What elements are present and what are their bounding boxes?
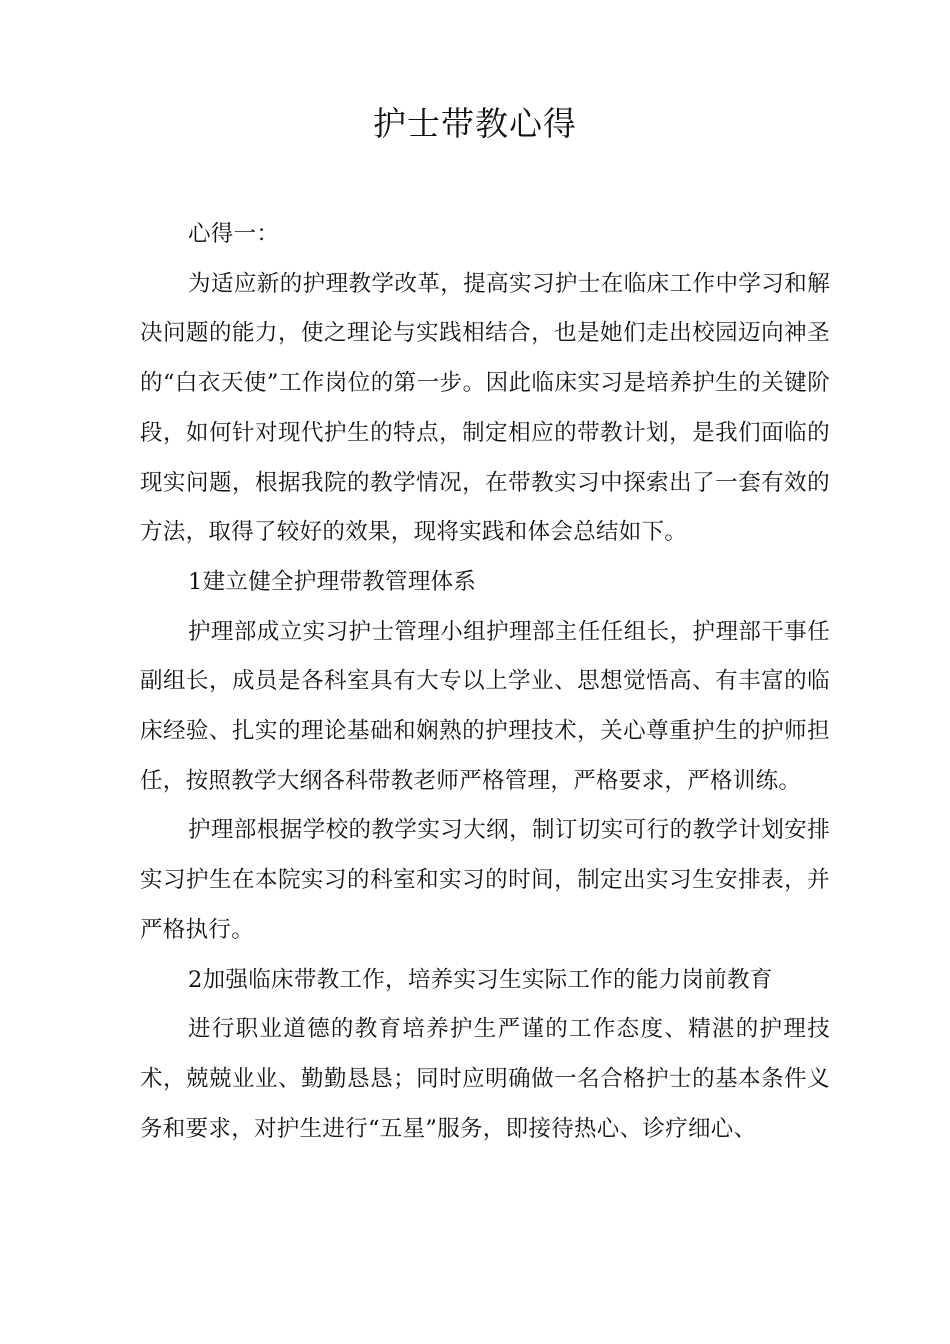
paragraph: 进行职业道德的教育培养护生严谨的工作态度、精湛的护理技术，兢兢业业、勤勤恳恳；同时应明确做一名合格护士的基本条件义务和要求，对护生进行“五星”服务，即接待热心、诊疗细心、 [140, 1016, 830, 1142]
document-title: 护士带教心得 [373, 104, 577, 143]
document-body [140, 210, 830, 1154]
section-heading: 1建立健全护理带教管理体系 [188, 568, 477, 595]
section-heading: 2加强临床带教工作，培养实习生实际工作的能力岗前教育 [188, 966, 773, 993]
paragraph: 为适应新的护理教学改革，提高实习护士在临床工作中学习和解决问题的能力，使之理论与实践相结合，也是她们走出校园迈向神圣的“白衣天使”工作岗位的第一步。因此临床实习是培养护生的关键阶段，如何针对现代护生的特点，制定相应的带教计划，是我们面临的现实问题，根据我院的教学情况，在带教实习中探索出了一套有效的方法，取得了较好的效果，现将实践和体会总结如下。 [140, 270, 830, 546]
paragraph: 护理部根据学校的教学实习大纲，制订切实可行的教学计划安排实习护生在本院实习的科室和实习的时间，制定出实习生安排表，并严格执行。 [140, 817, 830, 943]
paragraph-heading-1: 心得一： [188, 221, 280, 247]
paragraph: 护理部成立实习护士管理小组护理部主任任组长，护理部干事任副组长，成员是各科室具有大专以上学业、思想觉悟高、有丰富的临床经验、扎实的理论基础和娴熟的护理技术，关心尊重护生的护师担任，按照教学大纲各科带教老师严格管理，严格要求，严格训练。 [140, 618, 830, 794]
